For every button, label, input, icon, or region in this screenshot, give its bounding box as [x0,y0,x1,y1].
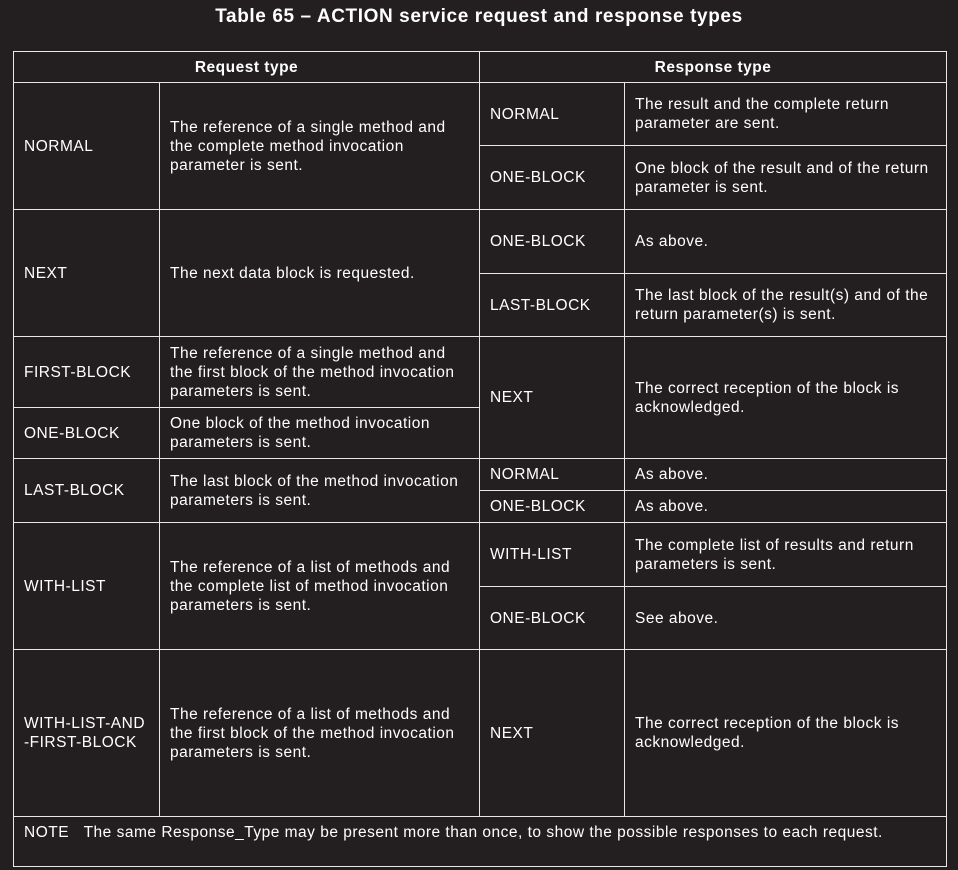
response-desc-cell: As above. [625,210,947,274]
response-type-cell: ONE-BLOCK [480,210,625,274]
request-type-cell: NORMAL [14,83,160,210]
response-type-cell: ONE-BLOCK [480,587,625,650]
response-type-cell: ONE-BLOCK [480,491,625,523]
response-type-cell: LAST-BLOCK [480,274,625,337]
response-type-cell: NORMAL [480,83,625,146]
response-desc-cell: As above. [625,491,947,523]
table-title: Table 65 – ACTION service request and response types [215,6,743,27]
request-desc-cell: The reference of a list of methods and the complete list of method invocation parameters is sent. [160,523,480,650]
response-desc-cell: See above. [625,587,947,650]
request-type-cell: WITH-LIST [14,523,160,650]
request-type-cell: NEXT [14,210,160,337]
request-desc-cell: The last block of the method invocation parameters is sent. [160,459,480,523]
response-type-cell: ONE-BLOCK [480,146,625,210]
response-desc-cell: The result and the complete return parameter are sent. [625,83,947,146]
table-row [14,523,947,587]
response-desc-cell: One block of the result and of the return parameter is sent. [625,146,947,210]
table-row [14,459,947,491]
request-desc-cell: One block of the method invocation parameters is sent. [160,408,480,459]
header-row [14,52,947,83]
note-cell [14,817,947,867]
note-text: The same Response_Type may be present more than once, to show the possible responses to each request. [83,824,883,841]
response-type-cell: WITH-LIST [480,523,625,587]
table-row [14,650,947,817]
response-type-header: Response type [480,52,947,83]
request-desc-cell: The reference of a single method and the complete method invocation parameter is sent. [160,83,480,210]
request-desc-cell: The next data block is requested. [160,210,480,337]
response-desc-cell: The last block of the result(s) and of the return parameter(s) is sent. [625,274,947,337]
request-type-cell: LAST-BLOCK [14,459,160,523]
table-row [14,210,947,274]
note-label: NOTE [24,824,70,841]
table-row [14,337,947,408]
table-row [14,83,947,146]
request-type-cell: ONE-BLOCK [14,408,160,459]
response-desc-cell: The complete list of results and return parameters is sent. [625,523,947,587]
request-type-cell: FIRST-BLOCK [14,337,160,408]
request-type-cell: WITH-LIST-AND-FIRST-BLOCK [14,650,160,817]
request-desc-cell: The reference of a single method and the first block of the method invocation parameters is sent. [160,337,480,408]
response-type-cell: NEXT [480,337,625,459]
action-types-table [13,51,947,867]
response-desc-cell: The correct reception of the block is acknowledged. [625,337,947,459]
response-desc-cell: As above. [625,459,947,491]
note-row [14,817,947,867]
response-type-cell: NORMAL [480,459,625,491]
response-type-cell: NEXT [480,650,625,817]
request-type-header: Request type [14,52,480,83]
request-desc-cell: The reference of a list of methods and the first block of the method invocation parameters is sent. [160,650,480,817]
response-desc-cell: The correct reception of the block is acknowledged. [625,650,947,817]
